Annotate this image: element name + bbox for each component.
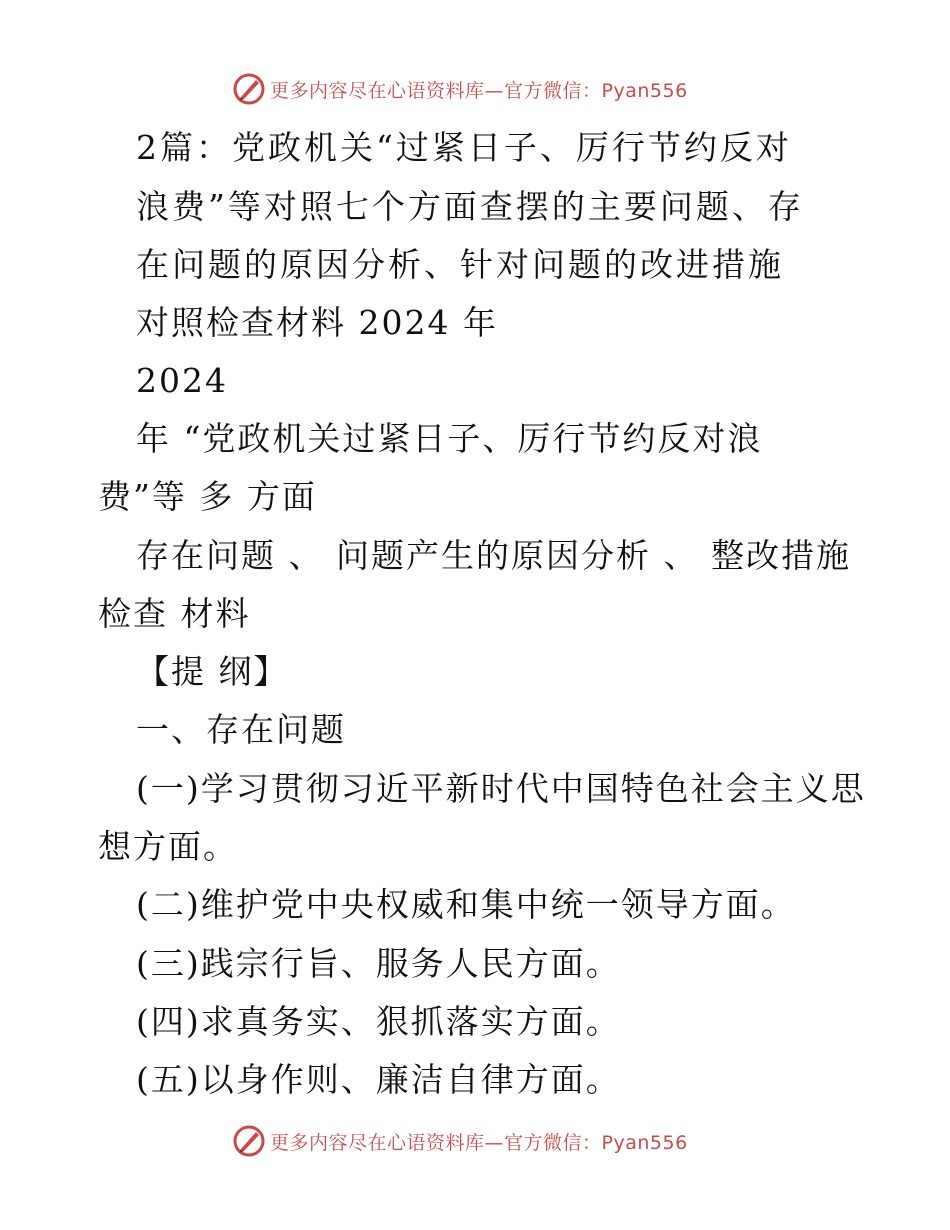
title-line-2: 浪费”等对照七个方面查摆的主要问题、存 <box>136 187 804 226</box>
list-item-3: (三)践宗行旨、服务人民方面。 <box>136 944 621 983</box>
list-item-1b: 想方面。 <box>98 827 238 866</box>
list-item-2: (二)维护党中央权威和集中统一领导方面。 <box>136 885 796 924</box>
header-watermark <box>232 72 688 106</box>
list-item-5: (五)以身作则、廉洁自律方面。 <box>136 1060 621 1099</box>
section-heading: 一、存在问题 <box>136 710 346 749</box>
footer-watermark <box>232 1124 688 1158</box>
pen-logo-icon <box>232 72 266 106</box>
title-line-1: 2篇：党政机关“过紧日子、厉行节约反对 <box>136 128 792 167</box>
list-item-1a: (一)学习贯彻习近平新时代中国特色社会主义思 <box>136 769 866 808</box>
year-line: 2024 <box>136 361 228 400</box>
watermark-text: 更多内容尽在心语资料库—官方微信：Pyan556 <box>270 1131 688 1154</box>
intro-line-3: 存在问题 、 问题产生的原因分析 、 整改措施 <box>136 536 851 575</box>
intro-line-4: 检查 材料 <box>98 594 251 633</box>
subtitle-line: 对照检查材料 2024 年 <box>136 303 498 342</box>
pen-logo-icon <box>232 1124 266 1158</box>
watermark-text: 更多内容尽在心语资料库—官方微信：Pyan556 <box>270 79 688 102</box>
title-line-3: 在问题的原因分析、针对问题的改进措施 <box>136 245 784 284</box>
list-item-4: (四)求真务实、狠抓落实方面。 <box>136 1002 621 1041</box>
intro-line-2: 费”等 多 方面 <box>98 477 317 516</box>
outline-heading: 【提 纲】 <box>136 652 289 691</box>
intro-line-1: 年 “党政机关过紧日子、厉行节约反对浪 <box>136 419 763 458</box>
